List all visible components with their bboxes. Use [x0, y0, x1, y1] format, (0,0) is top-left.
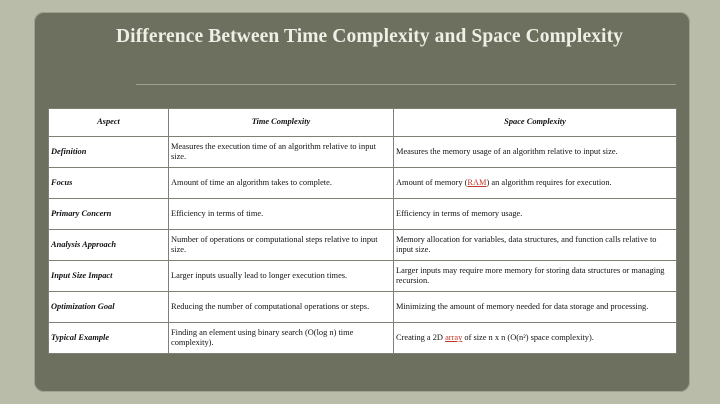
slide — [34, 12, 690, 392]
table-header-row — [49, 109, 677, 137]
comparison-table — [48, 108, 677, 354]
row-space-cell: Minimizing the amount of memory needed for data storage and processing. — [394, 292, 677, 323]
row-space-cell — [394, 323, 677, 354]
row-time-cell: Number of operations or computational steps relative to input size. — [169, 230, 394, 261]
table-row — [49, 168, 677, 199]
row-time-cell: Amount of time an algorithm takes to complete. — [169, 168, 394, 199]
space-text-post: ) an algorithm requires for execution. — [486, 177, 612, 187]
title-divider — [136, 84, 676, 85]
table-row — [49, 199, 677, 230]
space-text-post: of size n x n (O(n²) space complexity). — [462, 332, 594, 342]
ram-link[interactable]: RAM — [467, 177, 487, 187]
row-time-cell: Finding an element using binary search (O(log n) time complexity). — [169, 323, 394, 354]
space-text-pre: Amount of memory ( — [396, 177, 468, 187]
table-row — [49, 137, 677, 168]
row-aspect: Primary Concern — [49, 199, 169, 230]
row-space-cell: Larger inputs may require more memory for storing data structures or managing recursion. — [394, 261, 677, 292]
header-time-complexity: Time Complexity — [169, 109, 394, 137]
table-row — [49, 323, 677, 354]
row-space-cell: Measures the memory usage of an algorithm relative to input size. — [394, 137, 677, 168]
space-text-pre: Creating a 2D — [396, 332, 446, 342]
row-space-cell: Memory allocation for variables, data structures, and function calls relative to input size. — [394, 230, 677, 261]
row-space-cell — [394, 168, 677, 199]
row-aspect: Typical Example — [49, 323, 169, 354]
comparison-table-container — [48, 108, 676, 354]
table-row — [49, 230, 677, 261]
slide-title: Difference Between Time Complexity and Space Complexity — [116, 26, 624, 47]
row-aspect: Definition — [49, 137, 169, 168]
row-time-cell: Measures the execution time of an algorithm relative to input size. — [169, 137, 394, 168]
row-aspect: Optimization Goal — [49, 292, 169, 323]
row-aspect: Input Size Impact — [49, 261, 169, 292]
row-space-cell: Efficiency in terms of memory usage. — [394, 199, 677, 230]
row-aspect: Analysis Approach — [49, 230, 169, 261]
header-aspect: Aspect — [49, 109, 169, 137]
table-row — [49, 292, 677, 323]
row-time-cell: Efficiency in terms of time. — [169, 199, 394, 230]
row-aspect: Focus — [49, 168, 169, 199]
row-time-cell: Larger inputs usually lead to longer execution times. — [169, 261, 394, 292]
header-space-complexity: Space Complexity — [394, 109, 677, 137]
row-time-cell: Reducing the number of computational operations or steps. — [169, 292, 394, 323]
array-link[interactable]: array — [445, 332, 463, 342]
table-row — [49, 261, 677, 292]
